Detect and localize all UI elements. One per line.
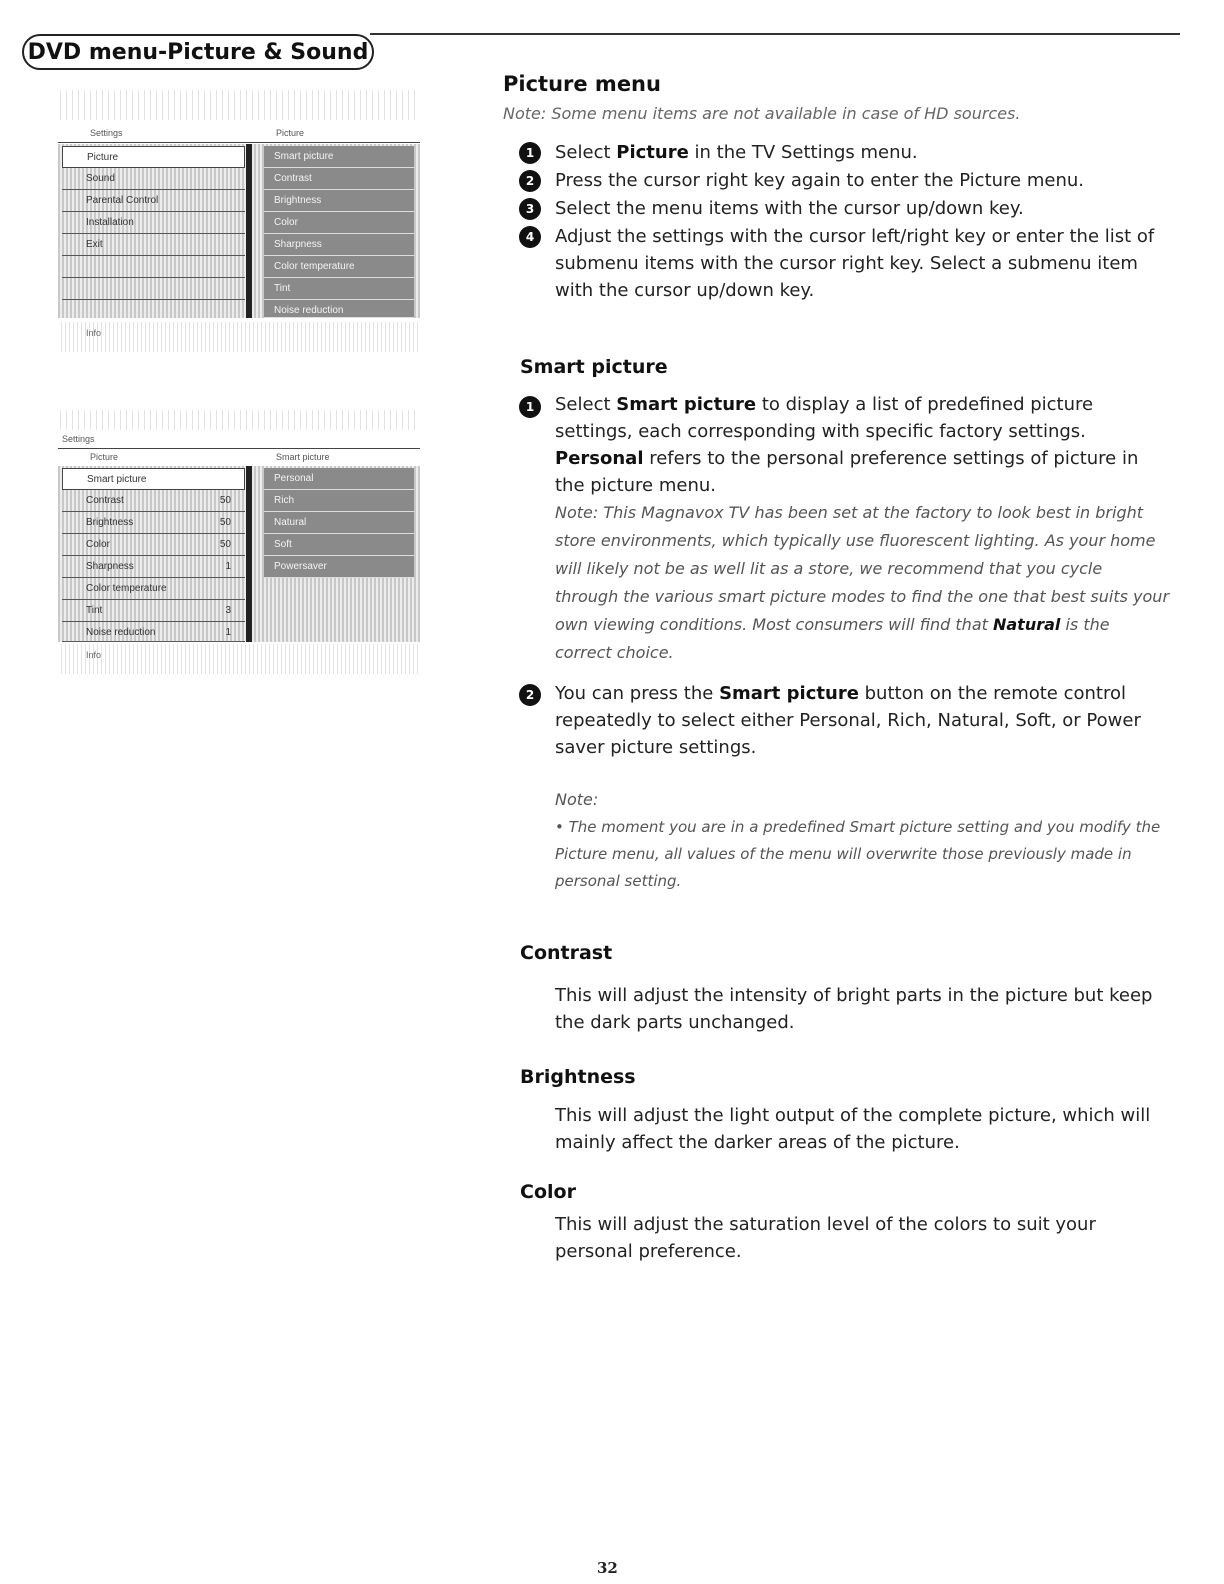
submenu-item: Natural — [264, 512, 414, 534]
picture-step-4: Adjust the settings with the cursor left/right key or enter the list of submenu items with the cursor right key. Select a submenu item with the cursor up/down key. — [555, 226, 1155, 301]
smart-picture-note-bullet: • The moment you are in a predefined Smart picture setting and you modify the Picture menu, all values of the menu will overwrite those previously made in personal setting. — [555, 818, 1161, 890]
section-title: DVD menu-Picture & Sound — [22, 34, 374, 70]
menu-screenshot-smart-picture — [58, 410, 420, 680]
submenu-item: Smart picture — [264, 146, 414, 168]
smart-picture-note-label: Note: — [555, 790, 599, 809]
noise-strip — [58, 90, 420, 120]
picture-step-3: Select the menu items with the cursor up/down key. — [555, 198, 1024, 219]
menu-item: Installation — [62, 212, 245, 234]
submenu-item: Powersaver — [264, 556, 414, 578]
brightness-text: This will adjust the light output of the complete picture, which will mainly affect the darker areas of the picture. — [555, 1105, 1151, 1153]
menu-top-row: Settings — [58, 430, 420, 449]
submenu-item: Sharpness — [264, 234, 414, 256]
noise-strip — [58, 410, 420, 430]
menu-right-column — [248, 466, 420, 642]
step-number-icon: 2 — [519, 170, 541, 192]
menu-header-row: Settings Picture — [58, 124, 420, 143]
picture-menu-note: Note: Some menu items are not available in case of HD sources. — [503, 104, 1021, 123]
header-rule — [370, 33, 1180, 35]
step-number-icon: 3 — [519, 198, 541, 220]
menu-item: Noise reduction 1 — [62, 622, 245, 642]
menu-header-row: Picture Smart picture — [90, 452, 330, 462]
menu-item-empty — [62, 278, 245, 300]
contrast-heading: Contrast — [520, 942, 613, 964]
menu-item: Picture — [62, 146, 245, 168]
menu-item: Brightness 50 — [62, 512, 245, 534]
smart-picture-note: Note: This Magnavox TV has been set at the factory to look best in bright store environments, which typically use fluorescent lighting. As your home will likely not be as well lit as a store, we recommend that you cycle through the various smart picture modes to find the one that best suits your own viewing conditions. Most consumers will find that Natural is the correct choice. — [555, 503, 1170, 662]
menu-screenshot-picture — [58, 90, 420, 360]
menu-left-column — [58, 466, 248, 642]
submenu-item: Color temperature — [264, 256, 414, 278]
menu-body — [58, 466, 420, 642]
menu-item: Color 50 — [62, 534, 245, 556]
menu-item: Tint 3 — [62, 600, 245, 622]
submenu-item: Brightness — [264, 190, 414, 212]
menu-item: Smart picture — [62, 468, 245, 490]
menu-right-column — [248, 144, 420, 318]
contrast-text: This will adjust the intensity of bright parts in the picture but keep the dark parts unchanged. — [555, 985, 1153, 1033]
smart-picture-step-2: You can press the Smart picture button on the remote control repeatedly to select either Personal, Rich, Natural, Soft, or Power saver picture settings. — [555, 683, 1141, 758]
menu-item: Sharpness 1 — [62, 556, 245, 578]
picture-step-2: Press the cursor right key again to enter the Picture menu. — [555, 170, 1084, 191]
submenu-item: Personal — [264, 468, 414, 490]
smart-picture-step-1: Select Smart picture to display a list of predefined picture settings, each corresponding with specific factory settings. Personal refers to the personal preference settings of picture in the picture menu. Note: This Magnavox TV has been set at the factory to look best in bright store environments, which typically use fluorescent lighting. As your home will likely not be as well lit as a store, we recommend that you cycle through the various smart picture modes to find the one that best suits your own viewing conditions. Most consumers will find that Natural is the correct choice. — [555, 391, 1170, 667]
menu-item: Exit — [62, 234, 245, 256]
submenu-item: Rich — [264, 490, 414, 512]
menu-footer: Info — [58, 322, 420, 352]
smart-picture-heading: Smart picture — [520, 356, 668, 378]
picture-step-1: Select Picture in the TV Settings menu. — [555, 142, 918, 163]
step-number-icon: 1 — [519, 142, 541, 164]
menu-item: Contrast 50 — [62, 490, 245, 512]
submenu-item: Noise reduction — [264, 300, 414, 318]
menu-left-column — [58, 144, 248, 318]
step-number-icon: 1 — [519, 396, 541, 418]
page-number: 32 — [597, 1559, 618, 1577]
menu-item: Color temperature — [62, 578, 245, 600]
color-heading: Color — [520, 1181, 576, 1203]
brightness-heading: Brightness — [520, 1066, 636, 1088]
menu-footer: Info — [58, 644, 420, 674]
menu-item-empty — [62, 256, 245, 278]
picture-menu-heading: Picture menu — [503, 72, 661, 96]
step-number-icon: 2 — [519, 684, 541, 706]
submenu-item: Soft — [264, 534, 414, 556]
menu-item: Parental Control — [62, 190, 245, 212]
submenu-item: Color — [264, 212, 414, 234]
menu-item: Sound — [62, 168, 245, 190]
color-text: This will adjust the saturation level of the colors to suit your personal preference. — [555, 1214, 1096, 1262]
menu-body — [58, 144, 420, 318]
submenu-item: Contrast — [264, 168, 414, 190]
submenu-item: Tint — [264, 278, 414, 300]
step-number-icon: 4 — [519, 226, 541, 248]
